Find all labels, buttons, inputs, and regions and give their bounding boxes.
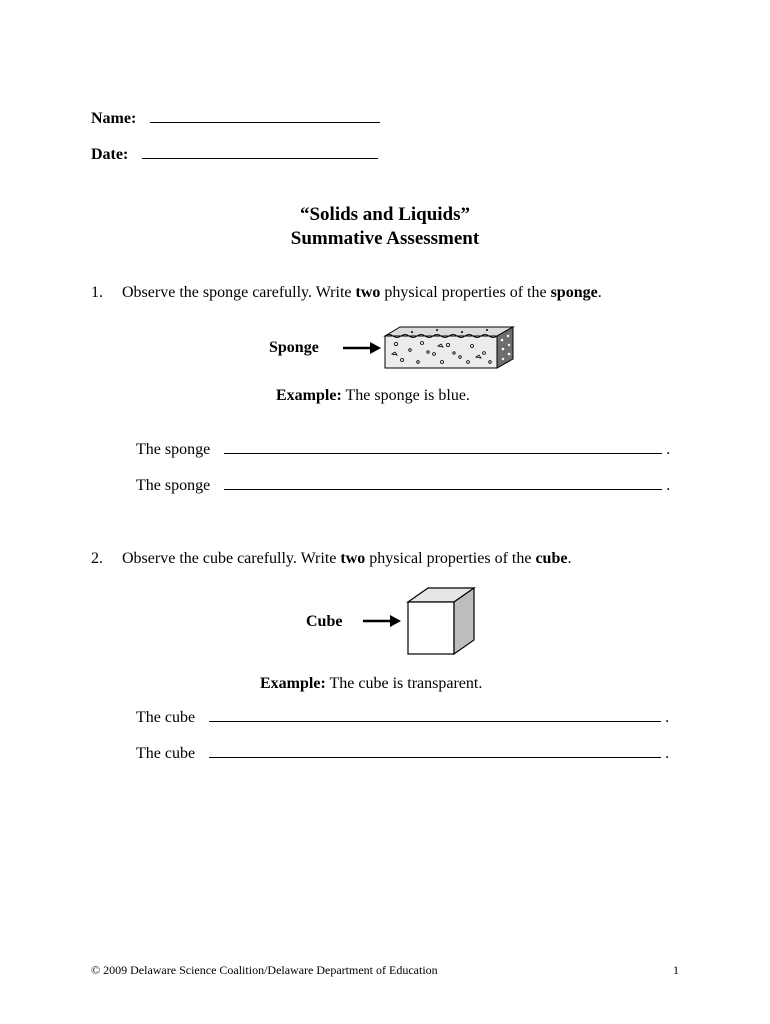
q1-prompt-c: physical properties of the bbox=[380, 284, 551, 301]
q1-answer-1-period: . bbox=[666, 441, 671, 458]
q2-prompt-c: physical properties of the bbox=[365, 550, 536, 567]
sponge-arrow-icon bbox=[342, 340, 382, 356]
date-label: Date: bbox=[91, 146, 129, 163]
q2-prompt-e: . bbox=[567, 550, 572, 567]
q1-prompt-subject: sponge bbox=[550, 284, 598, 301]
page-title: “Solids and Liquids” bbox=[299, 204, 471, 225]
name-field bbox=[91, 110, 380, 128]
name-blank[interactable] bbox=[150, 122, 380, 123]
q2-example-label: Example: bbox=[260, 675, 326, 692]
q1-answer-1-blank[interactable] bbox=[224, 453, 662, 454]
sponge-label: Sponge bbox=[269, 339, 319, 356]
date-field bbox=[91, 146, 378, 164]
cube-arrow-icon bbox=[362, 613, 402, 629]
q2-answer-2-blank[interactable] bbox=[209, 757, 661, 758]
q2-number: 2. bbox=[91, 550, 103, 567]
q1-answer-1 bbox=[136, 441, 670, 459]
q2-answer-1 bbox=[136, 709, 669, 727]
q2-example-text: The cube is transparent. bbox=[329, 675, 483, 692]
q1-example bbox=[276, 387, 470, 405]
q1-answer-2 bbox=[136, 477, 670, 495]
q2-answer-1-period: . bbox=[665, 709, 670, 726]
q2-prompt-a: Observe the cube carefully. Write bbox=[122, 550, 341, 567]
q1-prompt-a: Observe the sponge carefully. Write bbox=[122, 284, 356, 301]
q1-example-text: The sponge is blue. bbox=[345, 387, 470, 404]
q2-prompt bbox=[122, 550, 571, 568]
q1-answer-2-blank[interactable] bbox=[224, 489, 662, 490]
q1-answer-1-prefix: The sponge bbox=[136, 441, 211, 458]
sponge-icon bbox=[382, 324, 516, 370]
q2-answer-2-prefix: The cube bbox=[136, 745, 196, 762]
cube-icon bbox=[404, 586, 476, 658]
name-label: Name: bbox=[91, 110, 137, 127]
cube-label: Cube bbox=[306, 613, 343, 630]
q2-answer-2 bbox=[136, 745, 669, 763]
q1-prompt-two: two bbox=[355, 284, 381, 301]
q2-answer-1-blank[interactable] bbox=[209, 721, 661, 722]
footer-copyright: © 2009 Delaware Science Coalition/Delaware Department of Education bbox=[91, 963, 438, 977]
q1-answer-2-period: . bbox=[666, 477, 671, 494]
q1-prompt bbox=[122, 284, 602, 302]
date-blank[interactable] bbox=[142, 158, 378, 159]
q1-number: 1. bbox=[91, 284, 103, 301]
q2-example bbox=[260, 675, 482, 693]
page-number: 1 bbox=[673, 963, 679, 977]
q1-example-label: Example: bbox=[276, 387, 342, 404]
q2-prompt-subject: cube bbox=[535, 550, 568, 567]
q1-answer-2-prefix: The sponge bbox=[136, 477, 211, 494]
q2-answer-1-prefix: The cube bbox=[136, 709, 196, 726]
q1-prompt-e: . bbox=[597, 284, 602, 301]
q2-prompt-two: two bbox=[340, 550, 366, 567]
page-subtitle: Summative Assessment bbox=[290, 228, 480, 249]
q2-answer-2-period: . bbox=[665, 745, 670, 762]
